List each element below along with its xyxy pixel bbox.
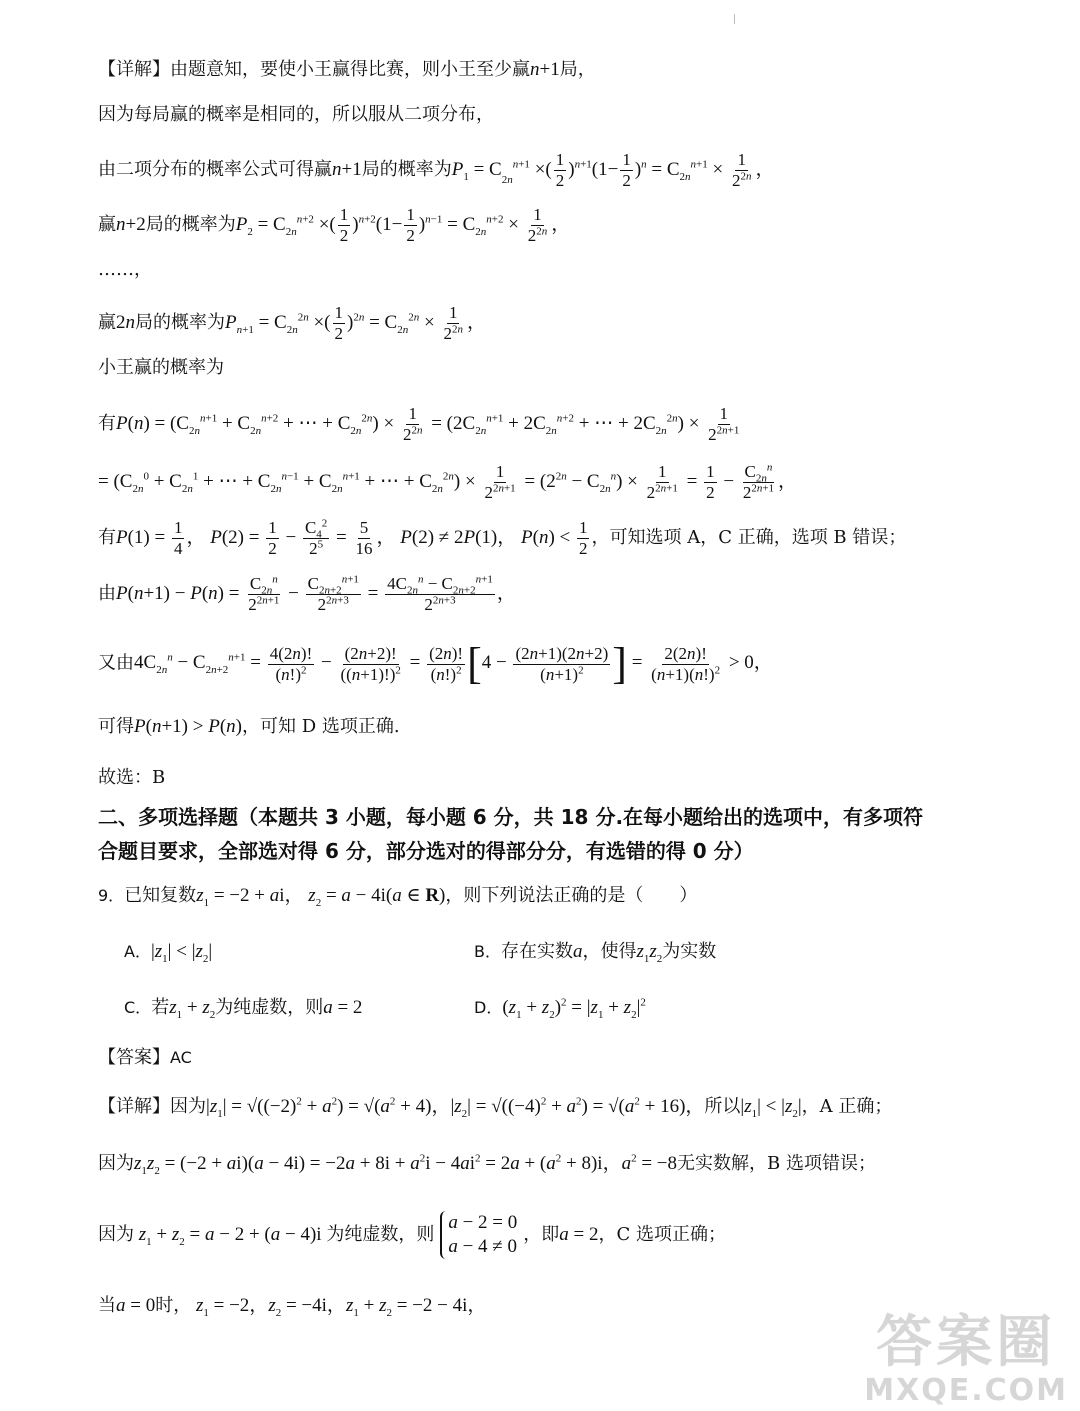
solution-line-10: 有P(1) = $\frac{1}{4}$ ， P(2) = $\frac{1}{2}$ − $\frac{C_4^2}{2^5}$ = $\frac{5}{16}$ ， P(2) ≠ 2P(1)， P(n) < $\frac{1}{2}$ ，可知选项 A，C 正确，选项 B 错误； bbox=[98, 517, 907, 558]
question-9-stem: 9．已知复数$z_1 = -2$ + ai， $z_2 = a - 4i(a$ ∈ R)，则下列说法正确的是（ ） bbox=[98, 885, 698, 909]
page-marker bbox=[734, 14, 735, 24]
solution-line-11: 由P(n+1) − P(n) = $\frac{C_{2n}^n}{2^{2n+1}}$ − $\frac{C_{2n+2}^{n+1}}{2^{2n+3}}$ = $\frac{4C_{2n}^n - C_{2n+2}^{n+1}}{2^{2n+3}}$ ， bbox=[98, 573, 516, 614]
option-b[interactable]: B．存在实数a，使得$z_1z_2$为实数 bbox=[474, 941, 717, 965]
explain-line-3: 因为 $z_1 + z_2 = a - 2 + (a - 4)i$ 为纯虚数，则 a − 2 = 0 a − 4 ≠ 0 ，即 a = 2 ，C 选项正确； bbox=[98, 1212, 726, 1257]
solution-line-6: 赢2n局的概率为$P_{n+1} = C_{2n}^{2n}$ ×( $\frac{1}{2}$ )$^{2n} = C_{2n}^{2n}$ × $\frac{1}{2^{2n}}$ ， bbox=[98, 303, 486, 343]
section-heading-line-2: 合题目要求，全部选对得 6 分，部分选对的得部分分，有选错的得 0 分） bbox=[98, 839, 754, 863]
explain-line-2: 因为$z_1z_2 = (-2 + ai)(a - 4i) = -2a + 8i + a^2i - 4ai^2 = 2a + (a^2 + 8)i$，$a^2 = -8$无实数解，B 选项错误； bbox=[98, 1152, 876, 1177]
section-heading-line-1: 二、多项选择题（本题共 3 小题，每小题 6 分，共 18 分.在每小题给出的选项中，有多项符 bbox=[98, 805, 924, 829]
option-c[interactable]: C．若$z_1 + z_2$为纯虚数，则a = 2 bbox=[124, 997, 363, 1021]
explain-line-1: 【详解】因为$|z_1| = √((-2)^2 + a^2) = √(a^2 + 4)$，$|z_2| = √((-4)^2 + a^2) = √(a^2 + 16)$，所以$|z_1| < |z_2|$，A 正确； bbox=[98, 1095, 893, 1120]
answer-value: AC bbox=[170, 1048, 192, 1067]
solution-line-2: 因为每局赢的概率是相同的，所以服从二项分布， bbox=[98, 104, 494, 125]
explain-line-4: 当a = 0时， $z_1 = -2$，$z_2 = -4i$，$z_1 + z_2 = -2 - 4i$， bbox=[98, 1295, 487, 1319]
solution-line-1: 【详解】由题意知，要使小王赢得比赛，则小王至少赢n+1局， bbox=[98, 59, 596, 80]
solution-line-7: 小王赢的概率为 bbox=[98, 357, 224, 378]
answer-line bbox=[98, 1046, 1040, 1070]
solution-line-8: 有$P(n) = (C_{2n}^{n+1} + C_{2n}^{n+2}$ + ⋯ + $C_{2n}^{2n}$) × $\frac{1}{2^{2n}}$ = ($2C_{2n}^{n+1} + 2C_{2n}^{n+2}$ + ⋯ + $2C_{2n}^{2n}$) × $\frac{1}{2^{2n+1}}$ bbox=[98, 404, 740, 444]
watermark-logo: 答案圈 MXQE.COM bbox=[864, 1310, 1068, 1408]
solution-line-13: 可得P(n+1) > P(n)，可知 D 选项正确. bbox=[98, 716, 400, 737]
solution-line-3: 由二项分布的概率公式可得赢n+1局的概率为$P_1 = C_{_{2n}}^{n+1}$ ×( $\frac{1}{2}$ )$^{n+1}$(1− $\frac{1}{2}$ )$^n = C_{2n}^{n+1}$ × $\frac{1}{2^{2n}}$ ， bbox=[98, 150, 775, 190]
solution-line-5: ……， bbox=[98, 259, 152, 280]
solution-line-4: 赢n+2局的概率为$P_2 = C_{2n}^{n+2}$ ×( $\frac{1}{2}$ )$^{n+2}$(1− $\frac{1}{2}$ )$^{n-1} = C_{2n}^{n+2}$ × $\frac{1}{2^{2n}}$ ， bbox=[98, 205, 571, 245]
final-choice: 故选：B bbox=[98, 767, 166, 788]
option-a[interactable]: A．$|z_1| < |z_2|$ bbox=[124, 941, 213, 965]
solution-line-9: = ($C_{2n}^0 + C_{2n}^1$ + ⋯ + $C_{2n}^{n-1} + C_{2n}^{n+1}$ + ⋯ + $C_{2n}^{2n}$) × $\frac{1}{2^{2n+1}}$ = $(2^{2n} - C_{2n}^n)$ × $\frac{1}{2^{2n+1}}$ = $\frac{1}{2}$ − $\frac{C_{2n}^n}{2^{2n+1}}$ ， bbox=[98, 461, 798, 502]
option-d[interactable]: D．$(z_1 + z_2)^2 = |z_1 + z_2|^2$ bbox=[474, 996, 646, 1021]
answer-label: 【答案】 bbox=[98, 1047, 170, 1068]
solution-line-12: 又由$4C_{2n}^n - C_{2n+2}^{n+1}$ = $\frac{4(2n)!}{(n!)^2}$ − $\frac{(2n+2)!}{((n+1)!)^2}$ = $\frac{(2n)!}{(n!)^2}$ [4 − $\frac{(2n+1)(2n+2)}{(n+1)^2}$ ] = $\frac{2(2n)!}{(n+1)(n!)^2}$ > 0， bbox=[98, 639, 773, 688]
detail-label: 【详解】 bbox=[98, 59, 170, 80]
question-number: 9． bbox=[98, 886, 125, 905]
